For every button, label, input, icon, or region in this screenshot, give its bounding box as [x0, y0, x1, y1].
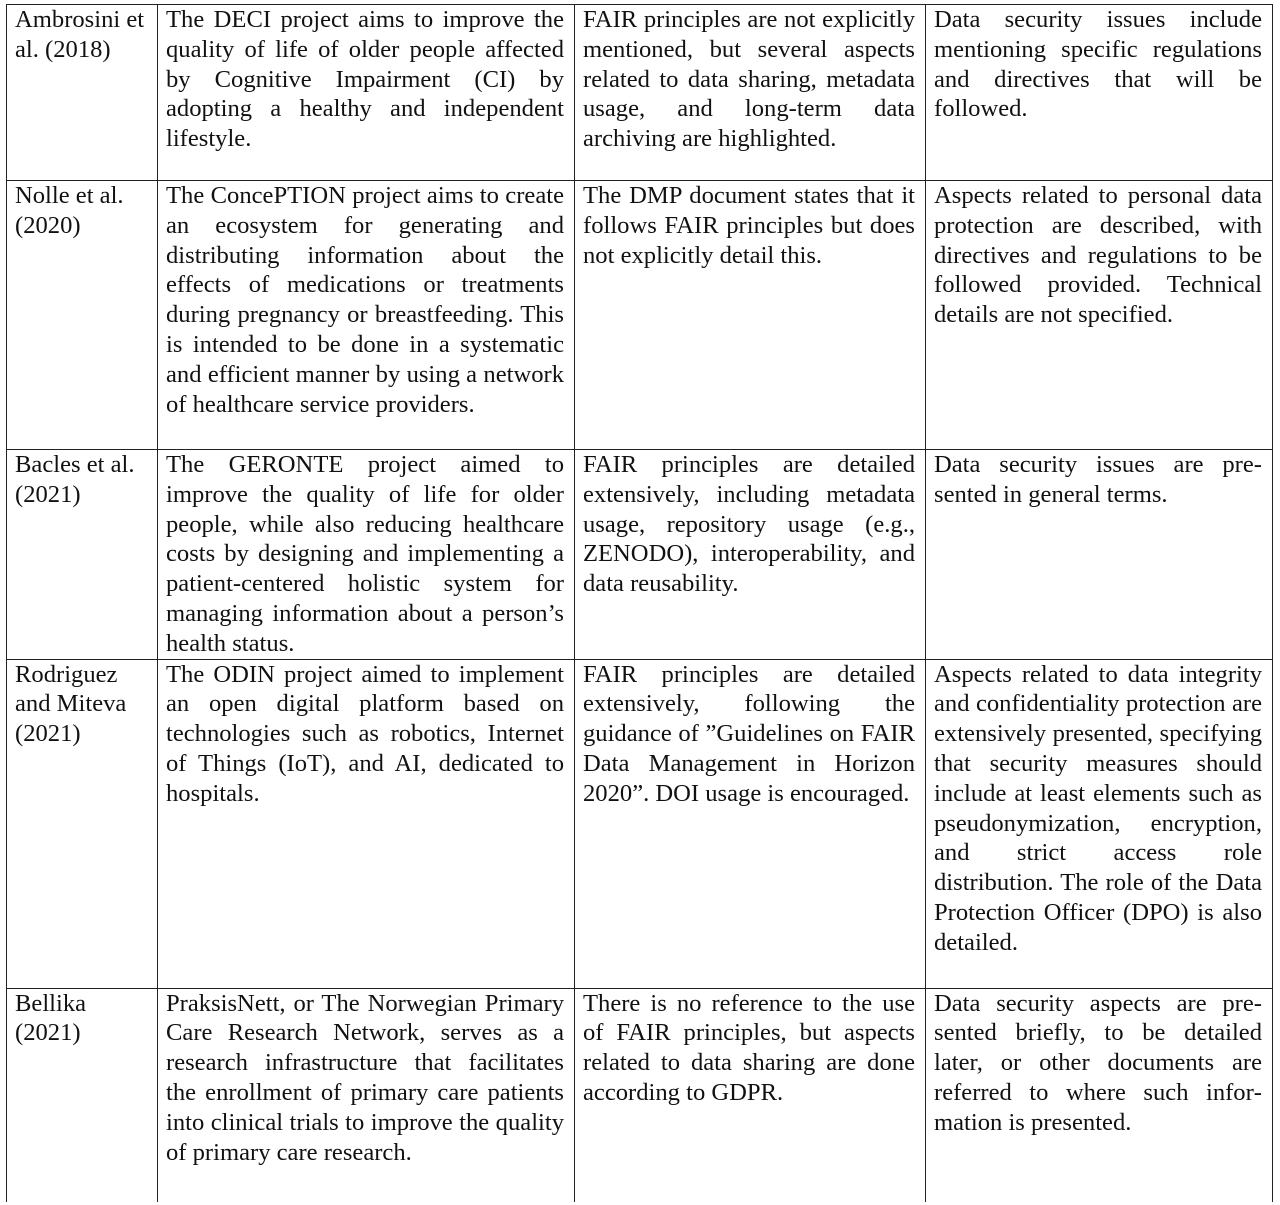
project-description-cell: The ConcePTION project aims to create an ecosystem for generating and distributing information about the effects of medications or treatments during pregnancy or breastfeeding. This is intended to be done in a systematic and efficient manner by using a network of healthcare service providers.: [158, 181, 575, 450]
reference-cell: Bacles et al. (2021): [7, 450, 158, 660]
table-row: [7, 988, 1273, 1202]
table-row: [7, 181, 1273, 450]
data-security-cell: Data security issues include mentioning specific regulations and directives that will be followed.: [926, 5, 1273, 181]
reference-cell: Bellika (2021): [7, 988, 158, 1202]
data-security-cell: Aspects related to personal data protection are described, with directives and regulations to be followed provided. Technical details are not specified.: [926, 181, 1273, 450]
fair-principles-cell: FAIR principles are detailed extensively, following the guidance of ”Guidelines on FAIR Data Management in Horizon 2020”. DOI usage is encouraged.: [575, 659, 926, 988]
data-security-cell: Aspects related to data integrity and confidentiality protection are extensively presented, specifying that security measures should include at least elements such as pseudonymization, encryption, and strict access role distribution. The role of the Data Protection Officer (DPO) is also detailed.: [926, 659, 1273, 988]
data-security-cell: Data security issues are presented in general terms.: [926, 450, 1273, 660]
reference-cell: Ambrosini et al. (2018): [7, 5, 158, 181]
reference-cell: Rodriguez and Miteva (2021): [7, 659, 158, 988]
table-row: [7, 659, 1273, 988]
fair-principles-cell: The DMP document states that it follows FAIR principles but does not explicitly detail this.: [575, 181, 926, 450]
fair-principles-cell: FAIR principles are not explicitly mentioned, but several aspects related to data sharing, metadata usage, and long-term data archiving are highlighted.: [575, 5, 926, 181]
fair-principles-cell: There is no reference to the use of FAIR principles, but aspects related to data sharing are done according to GDPR.: [575, 988, 926, 1202]
reference-cell: Nolle et al. (2020): [7, 181, 158, 450]
table-row: [7, 5, 1273, 181]
table-row: [7, 450, 1273, 660]
project-description-cell: The GERONTE project aimed to improve the quality of life for older people, while also reducing healthcare costs by designing and implementing a patient-centered holistic system for managing information about a person’s health status.: [158, 450, 575, 660]
project-description-cell: PraksisNett, or The Norwegian Primary Care Research Network, serves as a research infrastructure that facilitates the enrollment of primary care patients into clinical trials to improve the quality of primary care research.: [158, 988, 575, 1202]
project-description-cell: The DECI project aims to improve the quality of life of older people affected by Cognitive Impairment (CI) by adopting a healthy and independent lifestyle.: [158, 5, 575, 181]
data-security-cell: Data security aspects are presented briefly, to be detailed later, or other documents are referred to where such information is presented.: [926, 988, 1273, 1202]
fair-principles-cell: FAIR principles are detailed extensively, including metadata usage, repository usage (e.g., ZENODO), interoperability, and data reusability.: [575, 450, 926, 660]
project-description-cell: The ODIN project aimed to implement an open digital platform based on technologies such as robotics, Internet of Things (IoT), and AI, dedicated to hospitals.: [158, 659, 575, 988]
dmp-review-table: [6, 4, 1273, 1202]
